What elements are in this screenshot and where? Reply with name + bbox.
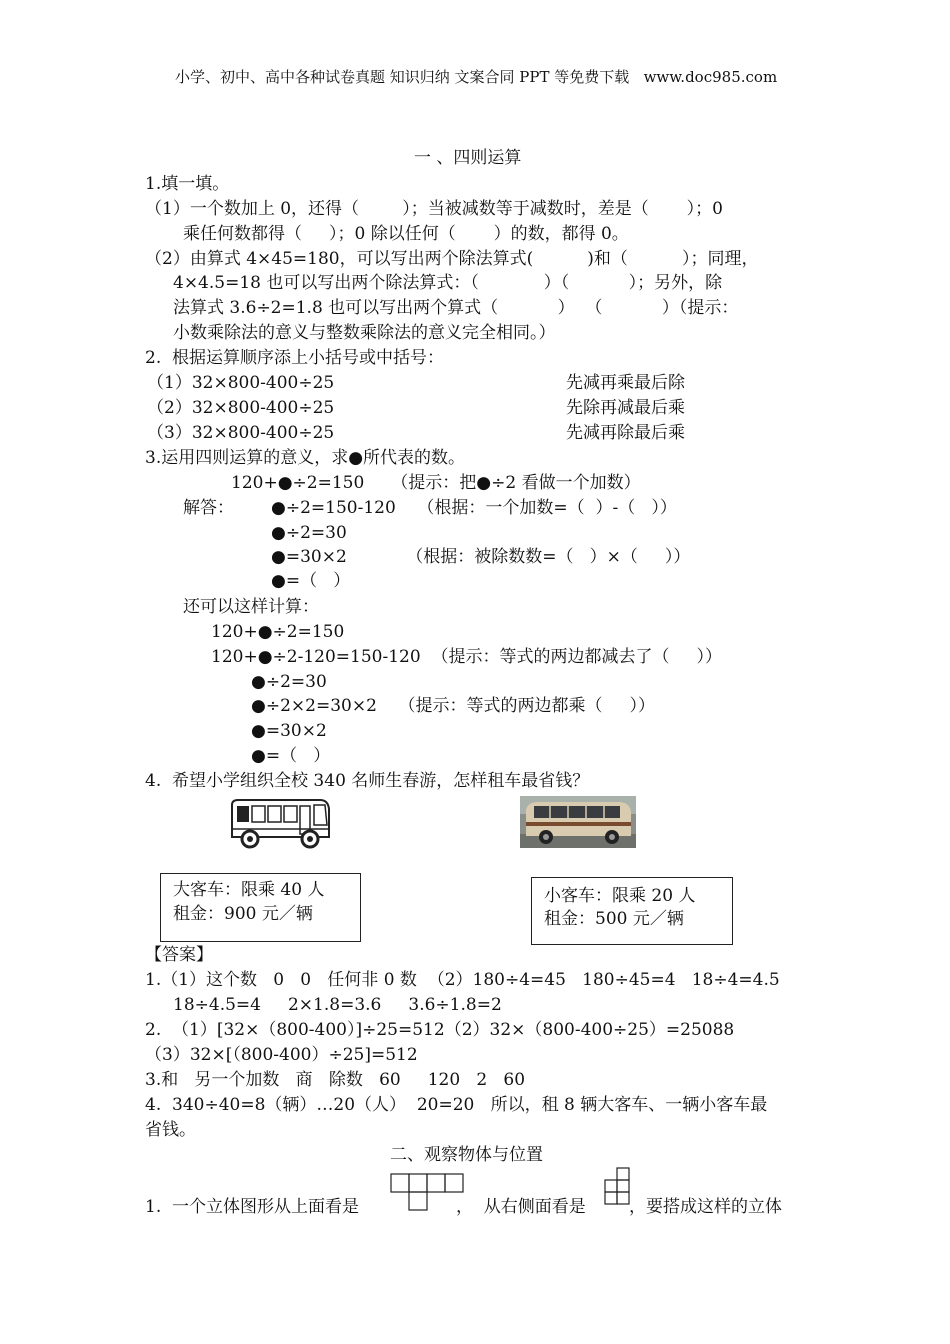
small-bus-capacity: 小客车：限乘 20 人 xyxy=(544,886,696,906)
answer-line: 3.和 另一个加数 商 除数 60 120 2 60 xyxy=(145,1070,526,1090)
alt-method-label: 还可以这样计算： xyxy=(183,597,319,617)
page-header: 小学、初中、高中各种试卷真题 知识归纳 文案合同 PPT 等免费下载 www.doc985.com xyxy=(175,68,778,86)
solution-label: 解答： xyxy=(183,498,234,518)
big-bus-capacity: 大客车：限乘 40 人 xyxy=(173,880,325,900)
question-text: 小数乘除法的意义与整数乘除法的意义完全相同。） xyxy=(173,323,556,343)
question-text: 1. 一个立体图形从上面看是 xyxy=(145,1197,360,1217)
question-text: 法算式 3.6÷2=1.8 也可以写出两个算式（ ） （ ）（提示： xyxy=(173,298,739,318)
expression: （1）32×800-400÷25 xyxy=(147,373,335,393)
section-title: 一 、四则运算 xyxy=(414,148,522,168)
small-bus-price: 租金：500 元／辆 xyxy=(544,909,684,929)
answer-line: 省钱。 xyxy=(145,1120,196,1140)
order-hint: 先减再除最后乘 xyxy=(566,423,685,443)
equation-line: ●=30×2 （根据：被除数数=（ ）×（ ）） xyxy=(271,547,691,567)
side-view-figure xyxy=(603,1167,631,1207)
big-bus-info-box xyxy=(160,873,361,942)
equation-line: 120+●÷2=150 xyxy=(211,622,345,642)
big-bus-image xyxy=(228,797,332,849)
section-2-title: 二、观察物体与位置 xyxy=(390,1145,543,1165)
equation-line: ●=30×2 xyxy=(251,721,327,741)
answer-line: 1.（1）这个数 0 0 任何非 0 数 （2）180÷4=45 180÷45=4 18÷4=4.5 xyxy=(145,970,780,990)
question-4-title: 4. 希望小学组织全校 340 名师生春游，怎样租车最省钱？ xyxy=(145,771,590,791)
question-text: （1）一个数加上 0，还得（ ）；当被减数等于减数时，差是（ ）；0 xyxy=(145,199,723,219)
small-bus-image xyxy=(520,796,636,848)
equation-line: ●=（ ） xyxy=(251,746,331,766)
question-3-title: 3.运用四则运算的意义，求●所代表的数。 xyxy=(145,448,466,468)
question-2-title: 2. 根据运算顺序添上小括号或中括号： xyxy=(145,348,445,368)
small-bus-info-box xyxy=(531,877,733,945)
equation-line: 120+●÷2-120=150-120 （提示：等式的两边都减去了（ ）） xyxy=(211,647,722,667)
question-text: 4×4.5=18 也可以写出两个除法算式：（ ）（ ）；另外，除 xyxy=(173,273,723,293)
equation-line: 120+●÷2=150 （提示：把●÷2 看做一个加数） xyxy=(231,473,641,493)
equation-line: ●=（ ） xyxy=(271,571,351,591)
order-hint: 先除再减最后乘 xyxy=(566,398,685,418)
answer-line: 18÷4.5=4 2×1.8=3.6 3.6÷1.8=2 xyxy=(173,995,502,1015)
equation-line: ●÷2=30 xyxy=(271,523,347,543)
equation-line: ●÷2×2=30×2 （提示：等式的两边都乘（ ）） xyxy=(251,696,656,716)
question-text: ， 从右侧面看是 xyxy=(456,1197,586,1217)
answer-line: 4. 340÷40=8（辆）…20（人） 20=20 所以，租 8 辆大客车、一辆小客车最 xyxy=(145,1095,768,1115)
expression: （3）32×800-400÷25 xyxy=(147,423,335,443)
question-text: ，要搭成这样的立体 xyxy=(629,1197,782,1217)
order-hint: 先减再乘最后除 xyxy=(566,373,685,393)
question-text: 乘任何数都得（ ）；0 除以任何（ ）的数，都得 0。 xyxy=(183,224,629,244)
answer-line: 2. （1）[32×（800-400）]÷25=512（2）32×（800-400÷25）=25088 xyxy=(145,1020,735,1040)
question-text: （2）由算式 4×45=180，可以写出两个除法算式( )和（ ）；同理， xyxy=(145,249,759,269)
big-bus-price: 租金：900 元／辆 xyxy=(173,904,313,924)
top-view-figure xyxy=(390,1173,466,1213)
equation-line: ●÷2=30 xyxy=(251,672,327,692)
answers-title: 【答案】 xyxy=(145,945,213,965)
expression: （2）32×800-400÷25 xyxy=(147,398,335,418)
answer-line: （3）32×[（800-400）÷25]=512 xyxy=(145,1045,418,1065)
equation-line: ●÷2=150-120 （根据：一个加数=（ ）-（ ）） xyxy=(271,498,677,518)
question-1-title: 1.填一填。 xyxy=(145,174,230,194)
